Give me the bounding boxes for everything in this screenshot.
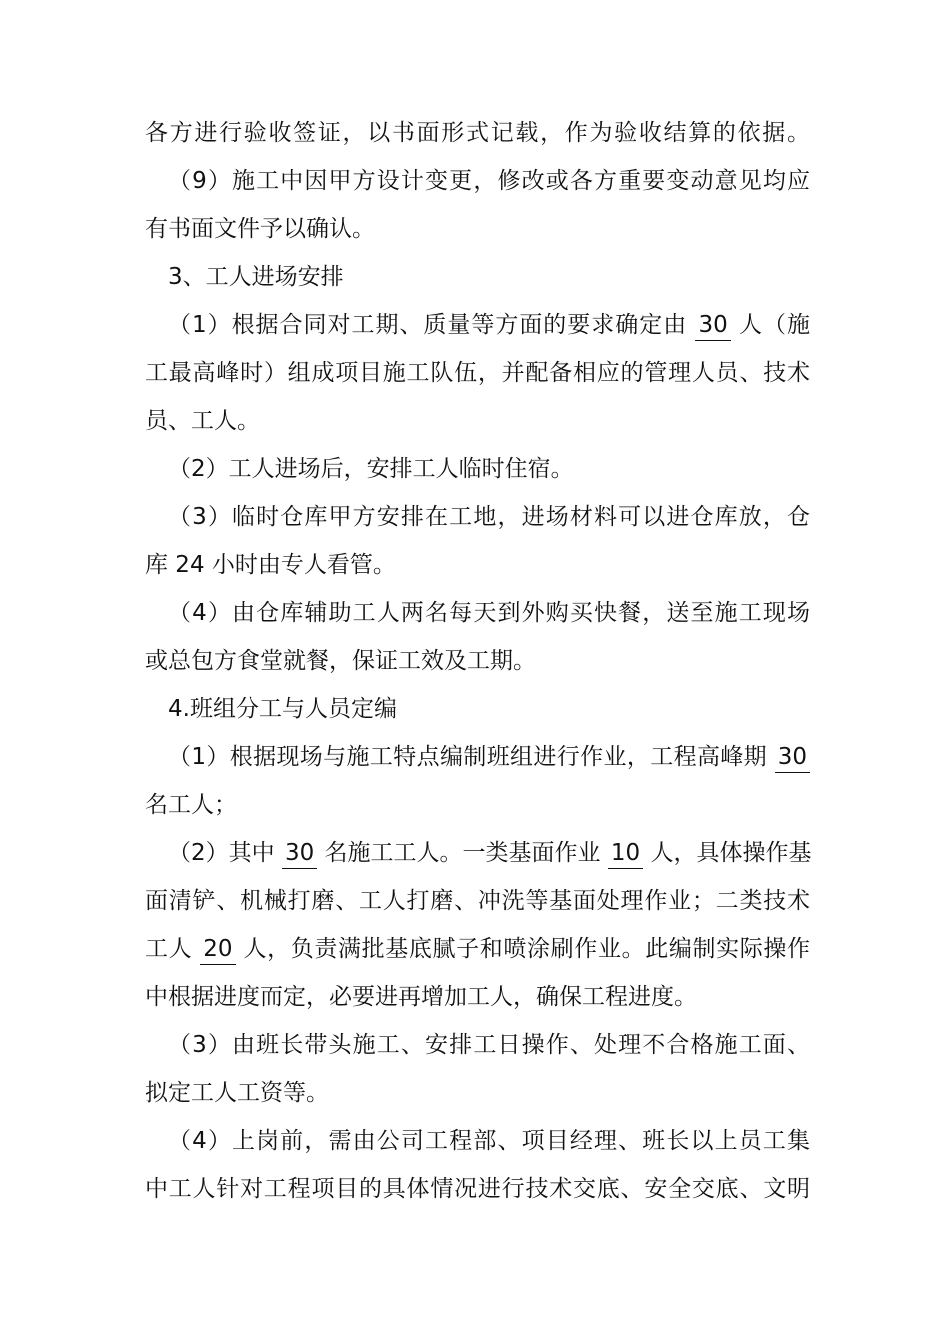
paragraph-line: （9）施工中因甲方设计变更，修改或各方重要变动意见均应	[168, 168, 810, 194]
paragraph-line: 工人 20 人，负责满批基底腻子和喷涂刷作业。此编制实际操作	[145, 929, 810, 969]
paragraph-line: 库 24 小时由专人看管。	[145, 552, 396, 578]
underlined-number: 30	[695, 310, 730, 341]
underlined-number: 10	[608, 838, 643, 869]
paragraph-line: 工最高峰时）组成项目施工队伍，并配备相应的管理人员、技术	[145, 360, 810, 386]
paragraph-line: （4）上岗前，需由公司工程部、项目经理、班长以上员工集	[168, 1128, 810, 1154]
paragraph-line: （1）根据现场与施工特点编制班组进行作业，工程高峰期 30	[168, 737, 810, 777]
paragraph-line: 名工人；	[145, 792, 237, 818]
section-heading: 4.班组分工与人员定编	[168, 696, 397, 722]
paragraph-line: 或总包方食堂就餐，保证工效及工期。	[145, 648, 536, 674]
paragraph-line: 员、工人。	[145, 408, 260, 434]
underlined-number: 30	[775, 742, 810, 773]
section-heading: 3、工人进场安排	[168, 264, 344, 290]
underlined-number: 30	[282, 838, 317, 869]
paragraph-line: （3）临时仓库甲方安排在工地，进场材料可以进仓库放，仓	[168, 504, 810, 530]
underlined-number: 20	[200, 934, 235, 965]
paragraph-line: （2）工人进场后，安排工人临时住宿。	[168, 456, 574, 482]
paragraph-line: （4）由仓库辅助工人两名每天到外购买快餐，送至施工现场	[168, 600, 810, 626]
paragraph-line: 各方进行验收签证，以书面形式记载，作为验收结算的依据。	[145, 120, 810, 146]
paragraph-line: 面清铲、机械打磨、工人打磨、冲洗等基面处理作业；二类技术	[145, 888, 810, 914]
paragraph-line: （1）根据合同对工期、质量等方面的要求确定由 30 人（施	[168, 305, 810, 345]
paragraph-line: （3）由班长带头施工、安排工日操作、处理不合格施工面、	[168, 1032, 810, 1058]
paragraph-line: （2）其中 30 名施工工人。一类基面作业 10 人，具体操作基	[168, 833, 810, 873]
paragraph-line: 中根据进度而定，必要进再增加工人，确保工程进度。	[145, 984, 697, 1010]
paragraph-line: 拟定工人工资等。	[145, 1080, 329, 1106]
paragraph-line: 中工人针对工程项目的具体情况进行技术交底、安全交底、文明	[145, 1176, 810, 1202]
paragraph-line: 有书面文件予以确认。	[145, 216, 375, 242]
